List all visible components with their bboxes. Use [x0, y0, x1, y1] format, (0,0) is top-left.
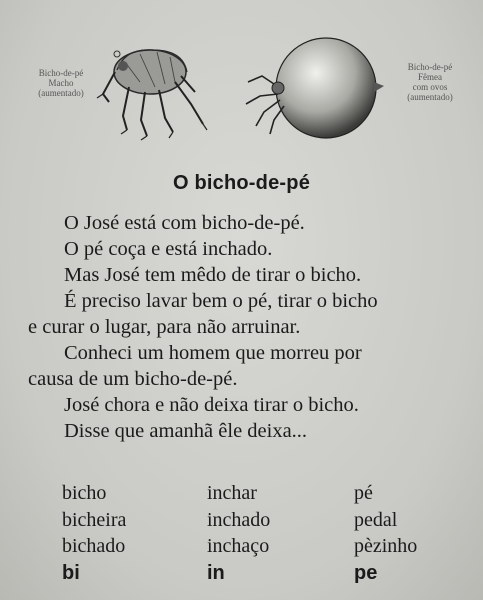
syllable: pe [354, 561, 378, 584]
syllable: in [207, 561, 225, 584]
male-flea-caption [20, 68, 102, 98]
caption-line: (aumentado) [38, 88, 84, 98]
caption-line: Bicho-de-pé [407, 62, 453, 72]
story-line: É preciso lavar bem o pé, tirar o bicho [64, 290, 378, 312]
story-line: Conheci um homem que morreu por [64, 342, 362, 364]
male-flea-illustration [95, 32, 210, 142]
story-line: O pé coça e está inchado. [64, 238, 273, 260]
word-column-pe [354, 480, 417, 586]
caption-line: Fêmea [418, 72, 442, 82]
story-line: Mas José tem mêdo de tirar o bicho. [64, 264, 362, 286]
word-item: bichado [62, 535, 126, 557]
word-item: inchaço [207, 535, 270, 557]
word-item: pedal [354, 508, 398, 531]
caption-line: (aumentado) [407, 92, 453, 102]
story-line: causa de um bicho-de-pé. [28, 368, 238, 390]
story-line: Disse que amanhã êle deixa... [64, 420, 308, 442]
story-line: José chora e não deixa tirar o bicho. [64, 394, 359, 416]
story-line: O José está com bicho-de-pé. [64, 212, 305, 234]
word-item: pèzinho [354, 535, 418, 557]
female-flea-caption [393, 62, 467, 102]
syllable: bi [62, 561, 80, 584]
word-item: bicheira [62, 508, 127, 531]
caption-line: com ovos [412, 82, 448, 92]
caption-line: Macho [48, 78, 74, 88]
word-item: pé [354, 482, 373, 504]
word-item: inchado [207, 508, 271, 531]
page-title: O bicho-de-pé [172, 172, 311, 194]
word-item: inchar [207, 482, 257, 504]
word-column-in [207, 480, 270, 586]
word-column-bi [62, 480, 126, 586]
female-flea-illustration [240, 30, 390, 150]
word-item: bicho [62, 482, 107, 504]
story-line: e curar o lugar, para não arruinar. [28, 316, 301, 338]
caption-line: Bicho-de-pé [38, 68, 84, 78]
